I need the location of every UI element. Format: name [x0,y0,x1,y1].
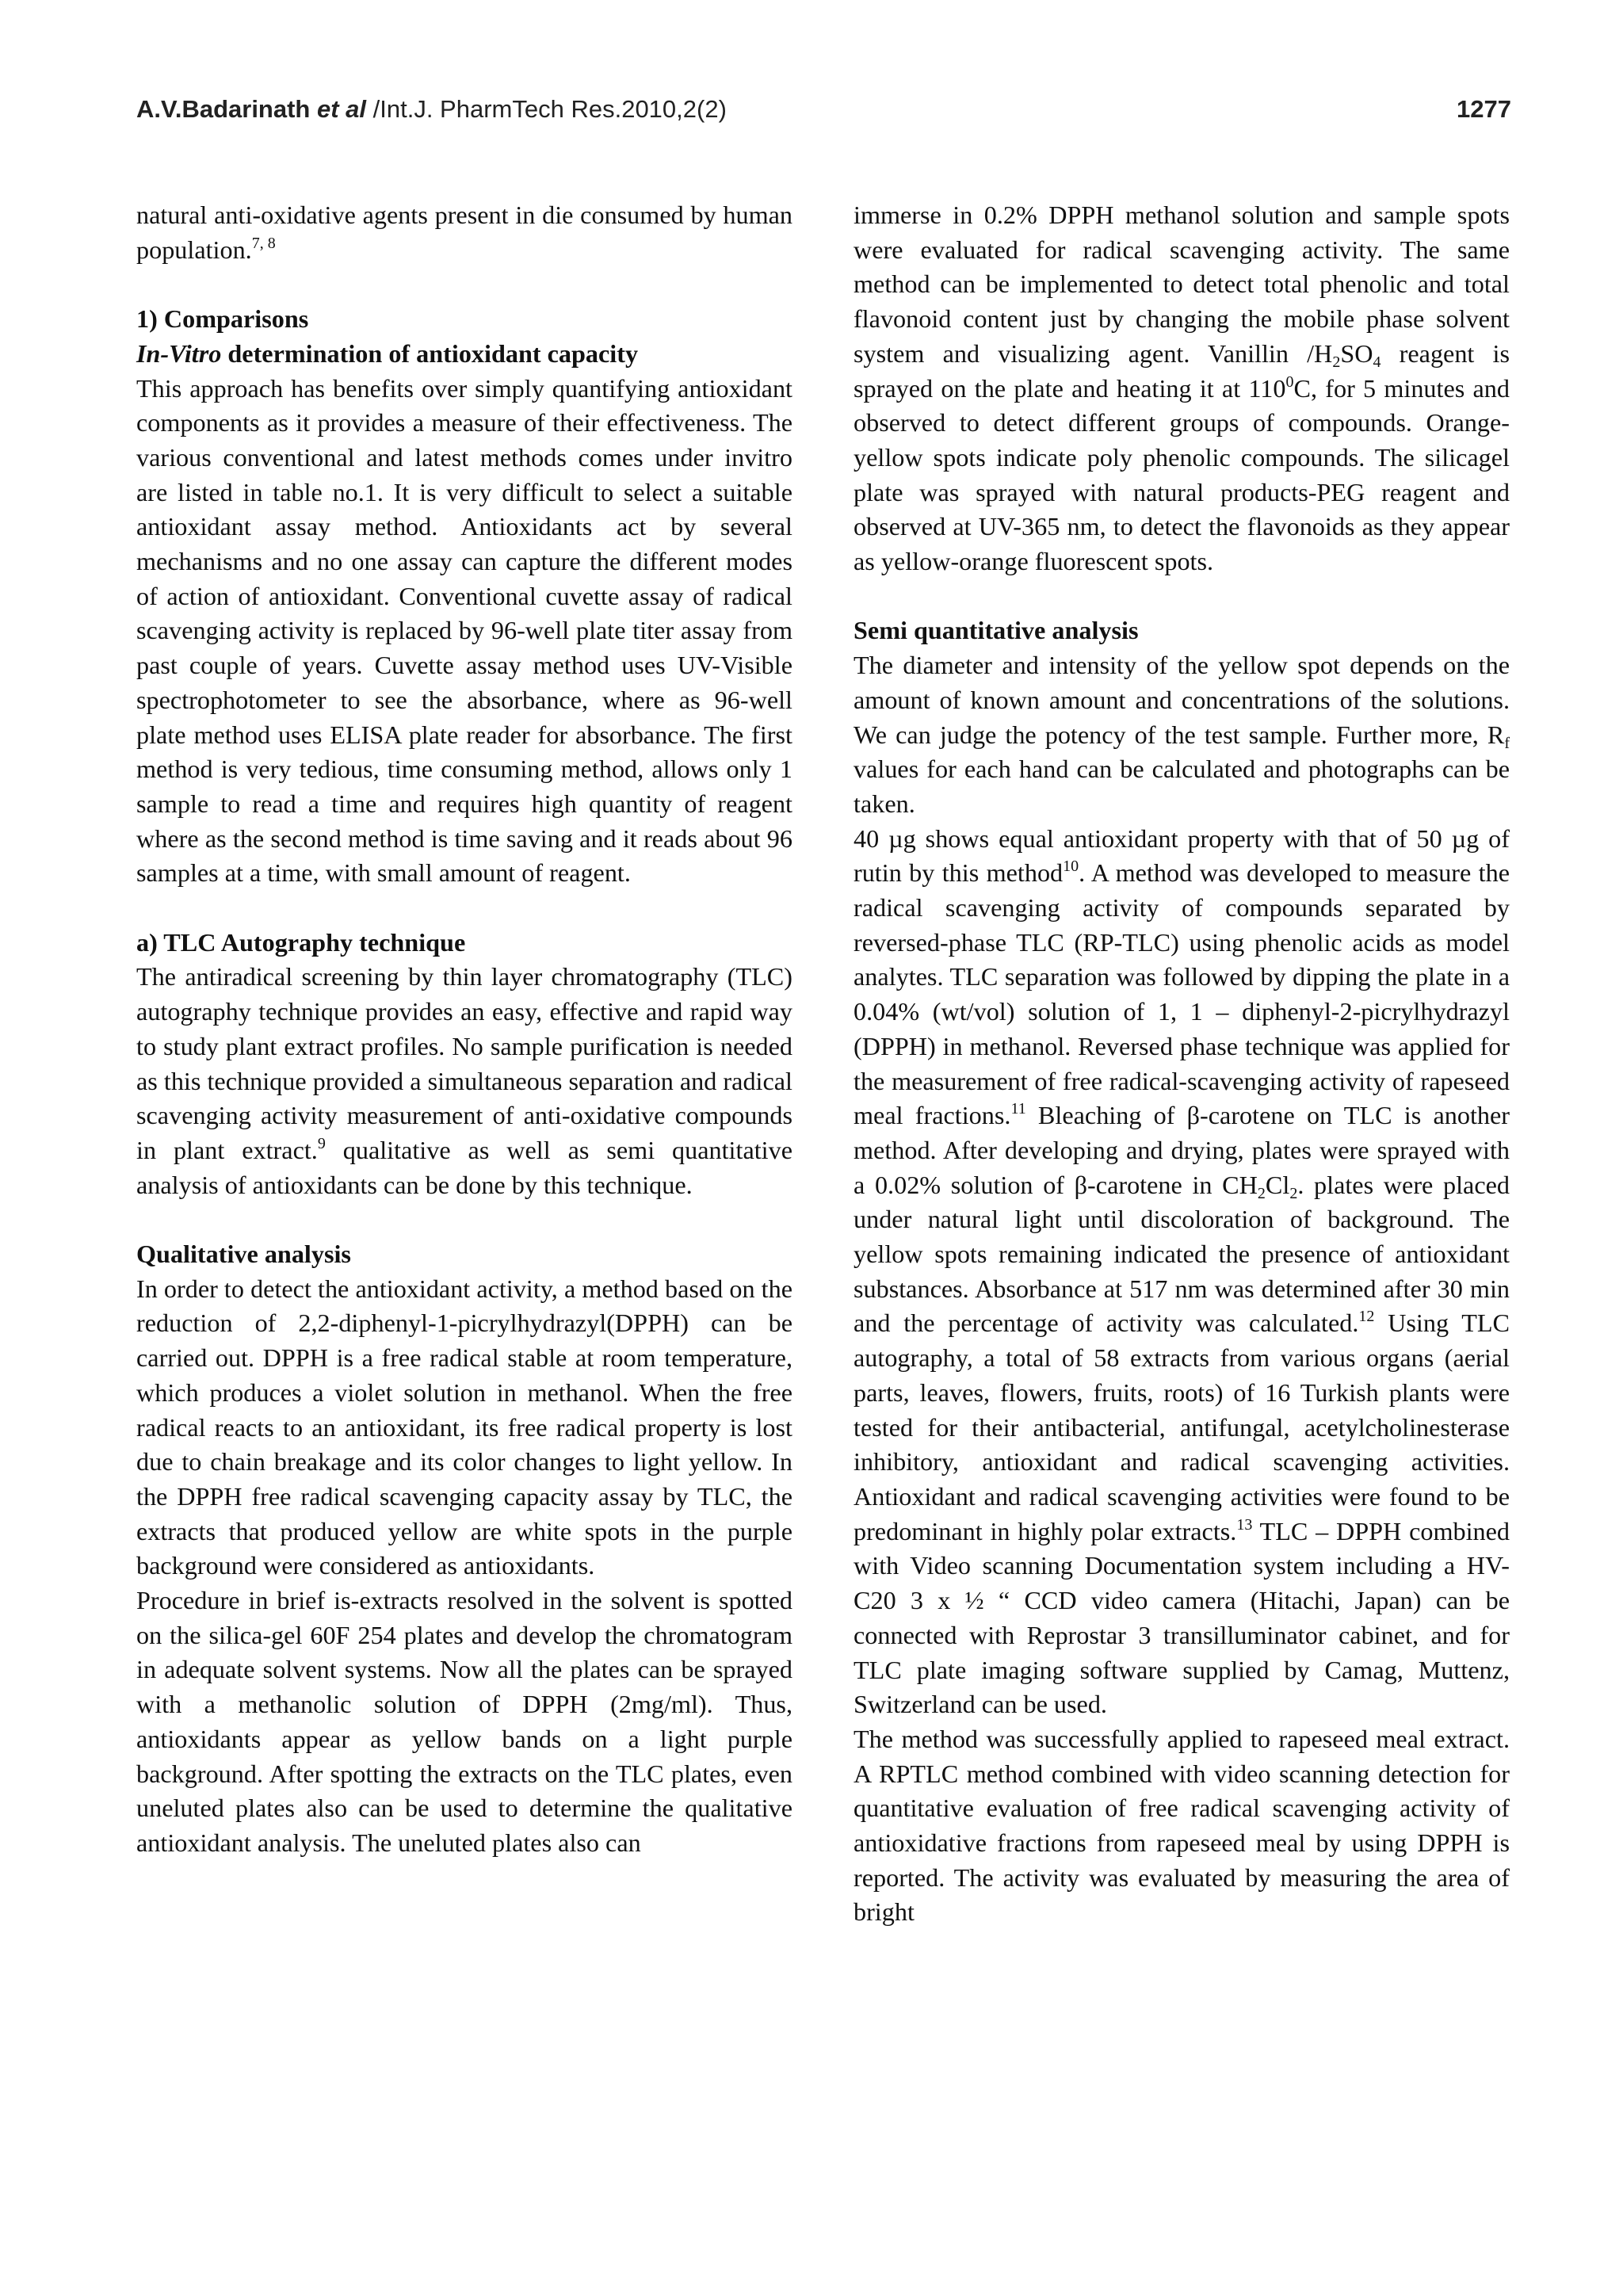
right-column [854,198,1510,1930]
running-header [136,95,1511,143]
citation-ref: 7, 8 [251,234,276,252]
tlc-heading: a) TLC Autography technique [136,927,466,957]
dpph-spray-paragraph: immerse in 0.2% DPPH methanol solution and sample spots were evaluated for radical scavenging activity. The same method can be implemented to detect total phenolic and total flavonoid content just by changing the mobile phase solvent system and visualizing agent. Vanillin $/H_2SO_4$ reagent is sprayed on the plate and heating it at $110^0C$, for 5 minutes and observed to detect different groups of compounds. Orange-yellow spots indicate poly phenolic compounds. The silicagel plate was sprayed with natural products-PEG reagent and observed at UV-365 nm, to detect the flavonoids as they appear as yellow-orange fluorescent spots. [854,201,1510,576]
semi-quantitative-heading: Semi quantitative analysis [854,616,1139,645]
comparisons-heading: 1) Comparisons [136,304,309,334]
methods-paragraph: 40 µg shows equal antioxidant property with that of 50 µg of rutin by this method$^{10}$. A method was developed to measure the radical scavenging activity of compounds separated by reversed-phase TLC (RP-TLC) using phenolic acids as model analytes. TLC separation was followed by dipping the plate in a 0.04% (wt/vol) solution of 1, 1 – diphenyl-2-picrylhydrazyl (DPPH) in methanol. Reversed phase technique was applied for the measurement of free radical-scavenging activity of rapeseed meal fractions.$^{11}$ Bleaching of β-carotene on TLC is another method. After developing and drying, plates were sprayed with a 0.02% solution of β-carotene in $CH_2Cl_2$. plates were placed under natural light until discoloration of background. The yellow spots remaining indicated the presence of antioxidant substances. Absorbance at 517 nm was determined after 30 min and the percentage of activity was calculated.$^{12}$ Using TLC autography, a total of 58 extracts from various organs (aerial parts, leaves, flowers, fruits, roots) of 16 Turkish plants were tested for their antibacterial, antifungal, acetylcholinesterase inhibitory, antioxidant and radical scavenging activities. Antioxidant and radical scavenging activities were found to be predominant in highly polar extracts.$^{13}$ TLC – DPPH combined with Video scanning Documentation system including a HV-C20 3 x ½ “ CCD video camera (Hitachi, Japan) can be connected with Reprostar 3 transilluminator cabinet, and for TLC plate imaging software supplied by Camag, Muttenz, Switzerland can be used. [854,823,1510,1719]
tlc-paragraph: The antiradical screening by thin layer chromatography (TLC) autography technique provides an easy, effective and rapid way to study plant extract profiles. No sample purification is needed as this technique provided a simultaneous separation and radical scavenging activity measurement of anti-oxidative compounds in plant extract.$^9$ qualitative as well as semi quantitative analysis of antioxidants can be done by this technique. [136,962,792,1199]
citation-ref: 10 [1063,858,1079,876]
procedure-paragraph: Procedure in brief is-extracts resolved in the solvent is spotted on the silica-gel 60F 254 plates and develop the chromatogram in adequate solvent systems. Now all the plates can be sprayed with a methanolic solution of DPPH (2mg/ml). Thus, antioxidants appear as yellow bands on a light purple background. After spotting the extracts on the TLC plates, even uneluted plates also can be used to determine the qualitative antioxidant analysis. The uneluted plates also can [136,1586,792,1857]
page-number: 1277 [1457,95,1511,123]
header-citation [136,95,727,124]
citation-ref: 13 [1236,1515,1253,1534]
semi-quantitative-paragraph: The diameter and intensity of the yellow spot depends on the amount of known amount and concentrations of the solutions. We can judge the potency of the test sample. Further more, $R_f$ values for each hand can be calculated and photographs can be taken. [854,651,1510,818]
left-column [136,198,792,1861]
header-etal: et al [310,95,367,123]
citation-ref: 9 [317,1134,326,1152]
citation-ref: 12 [1358,1308,1375,1326]
rapeseed-paragraph: The method was successfully applied to rapeseed meal extract. A RPTLC method combined with video scanning detection for quantitative evaluation of free radical scavenging activity of antioxidative fractions from rapeseed meal by using DPPH is reported. The activity was evaluated by measuring the area of bright [854,1724,1510,1927]
qualitative-paragraph: In order to detect the antioxidant activity, a method based on the reduction of 2,2-diphenyl-1-picrylhydrazyl(DPPH) can be carried out. DPPH is a free radical stable at room temperature, which produces a violet solution in methanol. When the free radical reacts to an antioxidant, its free radical property is lost due to chain breakage and its color changes to light yellow. In the DPPH free radical scavenging capacity assay by TLC, the extracts that produced yellow are white spots in the purple background were considered as antioxidants. [136,1274,792,1580]
header-author: A.V.Badarinath [136,95,311,123]
header-journal: /Int.J. PharmTech Res.2010,2(2) [366,95,727,123]
invitro-heading: In-Vitro determination of antioxidant capacity [136,338,639,368]
qualitative-heading: Qualitative analysis [136,1240,351,1269]
intro-paragraph: natural anti-oxidative agents present in die consumed by human population.$^{7, 8}$ [136,201,792,264]
citation-ref: 11 [1010,1100,1026,1118]
invitro-paragraph: This approach has benefits over simply quantifying antioxidant components as it provides a measure of their effectiveness. The various conventional and latest methods comes under invitro are listed in table no.1. It is very difficult to select a suitable antioxidant assay method. Antioxidants act by several mechanisms and no one assay can capture the different modes of action of antioxidant. Conventional cuvette assay of radical scavenging activity is replaced by 96-well plate titer assay from past couple of years. Cuvette assay method uses UV-Visible spectrophotometer to see the absorbance, where as 96-well plate method uses ELISA plate reader for absorbance. The first method is very tedious, time consuming method, allows only 1 sample to read a time and requires high quantity of reagent where as the second method is time saving and it reads about 96 samples at a time, with small amount of reagent. [136,373,792,888]
